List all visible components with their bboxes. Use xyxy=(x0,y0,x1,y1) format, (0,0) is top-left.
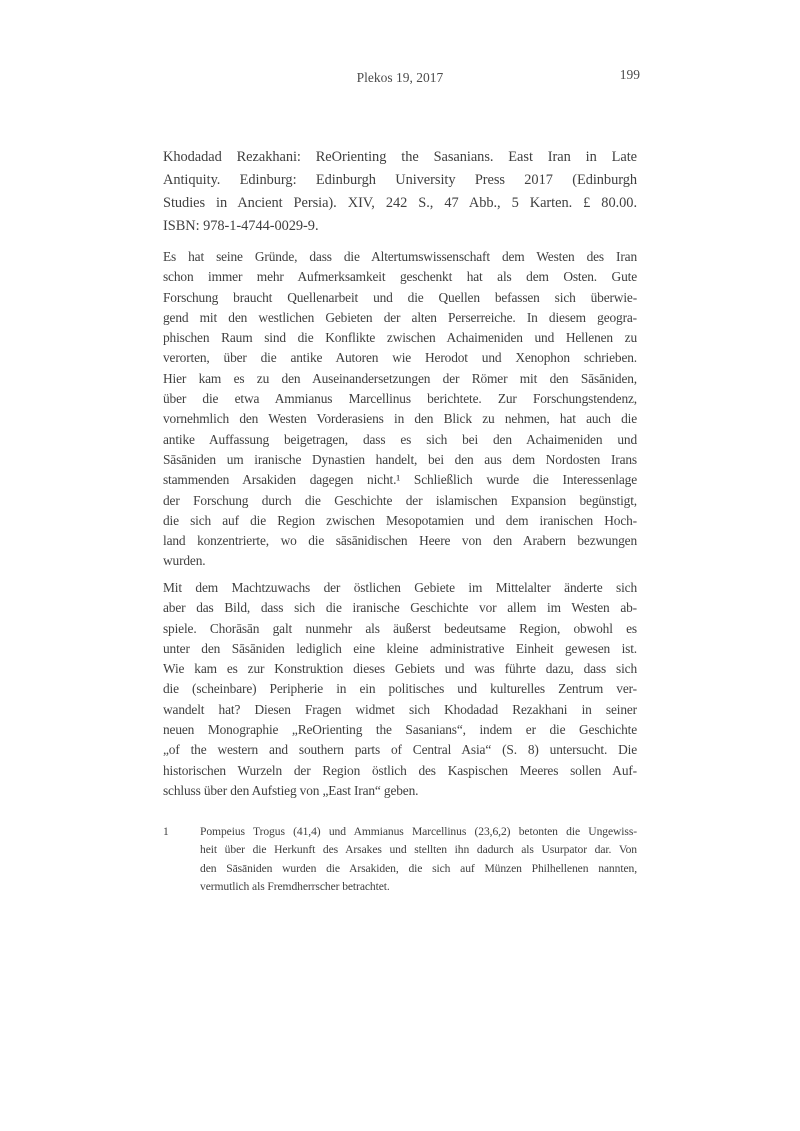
book-citation xyxy=(163,146,637,238)
text-line: stammenden Arsakiden dagegen nicht.¹ Schließlich wurde die Interessenlage xyxy=(163,472,637,488)
text-line: schluss über den Aufstieg von „East Iran“ geben. xyxy=(163,782,419,798)
text-line: schon immer mehr Aufmerksamkeit geschenkt hat als dem Osten. Gute xyxy=(163,269,637,285)
page-number: 199 xyxy=(619,67,640,82)
text-line: heit über die Herkunft des Arsakes und stellten ihn dadurch als Usurpator dar. Von xyxy=(200,843,637,857)
text-line: Studies in Ancient Persia). XIV, 242 S., 47 Abb., 5 Karten. £ 80.00. xyxy=(163,195,637,211)
paragraph-1 xyxy=(163,247,637,572)
text-line: wurden. xyxy=(163,553,206,569)
text-line: verorten, über die antike Autoren wie Herodot und Xenophon schrieben. xyxy=(163,350,637,366)
text-line: Hier kam es zu den Auseinandersetzungen der Römer mit den Sāsāniden, xyxy=(163,370,637,386)
text-line: Wie kam es zur Konstruktion dieses Gebiets und was führte dazu, dass sich xyxy=(163,661,637,677)
text-line: ISBN: 978-1-4744-0029-9. xyxy=(163,218,319,234)
text-line: die (scheinbare) Peripherie in ein politisches und kulturelles Zentrum ver- xyxy=(163,681,637,697)
text-line: historischen Wurzeln der Region östlich des Kaspischen Meeres sollen Auf- xyxy=(163,762,637,778)
text-line: Sāsāniden um iranische Dynastien handelt, bei den aus dem Nordosten Irans xyxy=(163,451,637,467)
text-line: über die etwa Ammianus Marcellinus berichtete. Zur Forschungstendenz, xyxy=(163,391,637,407)
paragraph-2 xyxy=(163,578,637,801)
text-line: „of the western and southern parts of Central Asia“ (S. 8) untersucht. Die xyxy=(163,742,637,758)
text-line: Antiquity. Edinburg: Edinburgh University Press 2017 (Edinburgh xyxy=(163,172,637,188)
text-line: vermutlich als Fremdherrscher betrachtet. xyxy=(200,879,390,893)
footnote-number: 1 xyxy=(163,825,169,838)
text-line: vornehmlich den Westen Vorderasiens in den Blick zu nehmen, hat auch die xyxy=(163,411,637,427)
text-line: den Sāsāniden wurden die Arsakiden, die sich auf Münzen Philhellenen nannten, xyxy=(200,861,637,875)
text-line: Khodadad Rezakhani: ReOrienting the Sasanians. East Iran in Late xyxy=(163,149,637,165)
text-line: wandelt hat? Diesen Fragen widmet sich Khodadad Rezakhani in seiner xyxy=(163,701,637,717)
text-line: Forschung braucht Quellenarbeit und die Quellen befassen sich überwie- xyxy=(163,289,637,305)
running-header xyxy=(163,67,640,87)
text-line: land konzentrierte, wo die sāsānidischen Heere von den Arabern bezwungen xyxy=(163,533,637,549)
text-line: die sich auf die Region zwischen Mesopotamien und dem iranischen Hoch- xyxy=(163,512,637,528)
text-line: phischen Raum sind die Konflikte zwischen Achaimeniden und Hellenen zu xyxy=(163,330,637,346)
text-line: neuen Monographie „ReOrienting the Sasanians“, indem er die Geschichte xyxy=(163,722,637,738)
text-line: Pompeius Trogus (41,4) und Ammianus Marcellinus (23,6,2) betonten die Ungewiss- xyxy=(200,825,637,838)
journal-title: Plekos 19, 2017 xyxy=(356,70,444,85)
text-line: gend mit den westlichen Gebieten der alten Perserreiche. In diesem geogra- xyxy=(163,309,637,325)
text-line: der Forschung durch die Geschichte der islamischen Expansion begünstigt, xyxy=(163,492,637,508)
footnote xyxy=(163,823,637,896)
text-line: unter den Sāsāniden lediglich eine kleine administrative Einheit gewesen ist. xyxy=(163,640,637,656)
text-line: spiele. Chorāsān galt nunmehr als äußerst bedeutsame Region, obwohl es xyxy=(163,620,637,636)
text-line: Mit dem Machtzuwachs der östlichen Gebiete im Mittelalter änderte sich xyxy=(163,580,637,595)
text-line: antike Auffassung beigetragen, dass es sich bei den Achaimeniden und xyxy=(163,431,637,447)
footnote-text xyxy=(200,823,637,896)
text-line: aber das Bild, dass sich die iranische Geschichte vor allem im Westen ab- xyxy=(163,600,637,616)
text-line: Es hat seine Gründe, dass die Altertumswissenschaft dem Westen des Iran xyxy=(163,249,637,264)
